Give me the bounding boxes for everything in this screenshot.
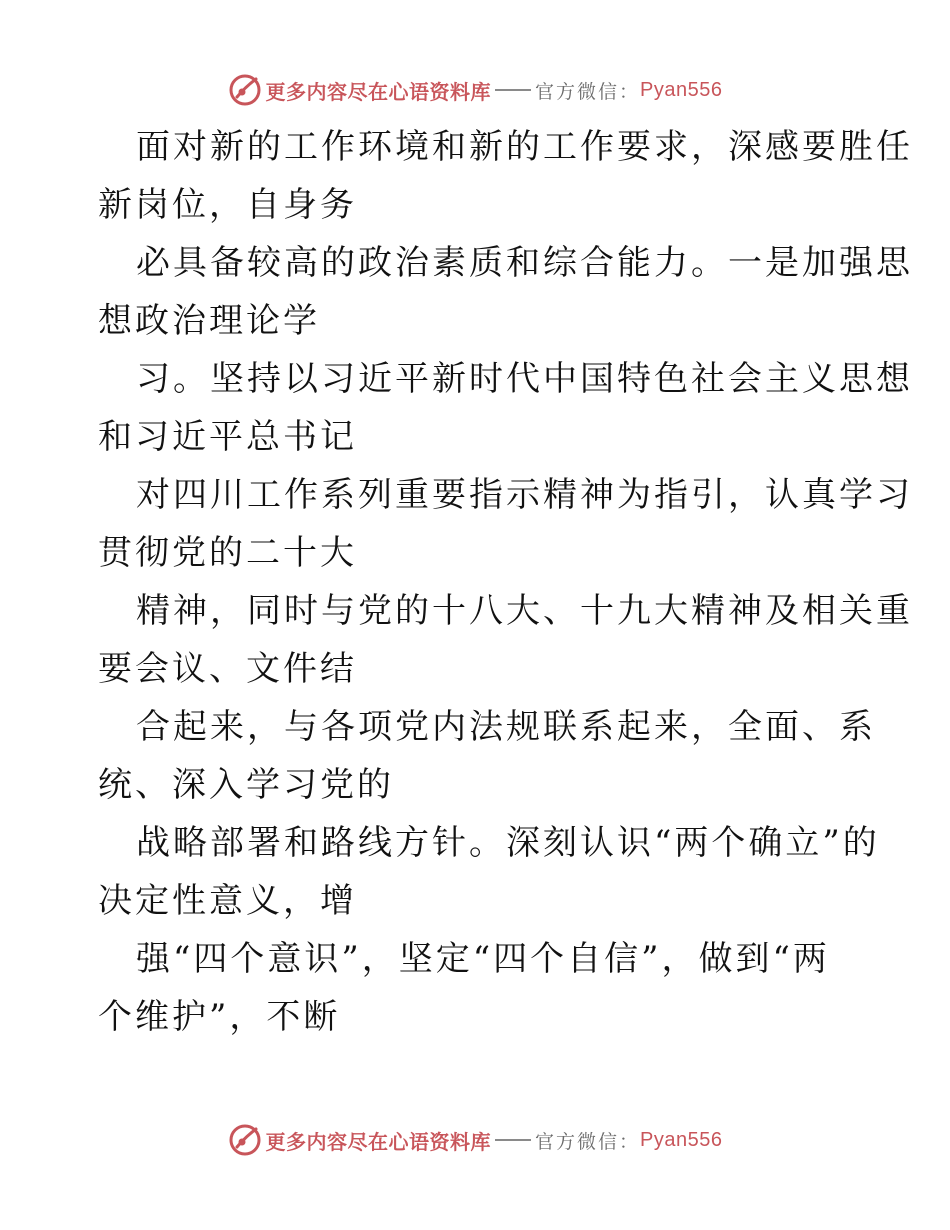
- body-line: 要会议、文件结: [98, 649, 357, 689]
- body-line: 想政治理论学: [98, 301, 320, 341]
- footer-banner-dash: [495, 1139, 531, 1141]
- header-banner: [0, 70, 950, 110]
- body-line: 必具备较高的政治素质和综合能力。一是加强思: [136, 243, 913, 283]
- body-line: 强“四个意识”，坚定“四个自信”，做到“两: [136, 939, 830, 979]
- body-line: 决定性意义，增: [98, 881, 357, 921]
- body-line: 对四川工作系列重要指示精神为指引，认真学习: [136, 475, 913, 515]
- header-banner-title: 更多内容尽在心语资料库: [265, 79, 491, 104]
- body-line: 精神，同时与党的十八大、十九大精神及相关重: [136, 591, 913, 631]
- brush-circle-logo-icon: [228, 1123, 262, 1157]
- footer-banner-wechat-id: Pyan556: [640, 1128, 723, 1151]
- header-banner-wechat-label: 官方微信：: [535, 80, 641, 103]
- footer-banner: [0, 1120, 950, 1160]
- brush-circle-logo-icon: [228, 73, 262, 107]
- body-line: 和习近平总书记: [98, 417, 357, 457]
- body-line: 新岗位，自身务: [98, 185, 357, 225]
- body-line: 面对新的工作环境和新的工作要求，深感要胜任: [136, 127, 913, 167]
- footer-banner-title: 更多内容尽在心语资料库: [265, 1129, 491, 1154]
- footer-banner-wechat-label: 官方微信：: [535, 1130, 641, 1153]
- body-line: 合起来，与各项党内法规联系起来，全面、系: [136, 707, 876, 747]
- document-body: [98, 118, 913, 1046]
- body-line: 战略部署和路线方针。深刻认识“两个确立”的: [136, 823, 880, 863]
- header-banner-wechat-id: Pyan556: [640, 78, 723, 101]
- body-line: 贯彻党的二十大: [98, 533, 357, 573]
- header-banner-dash: [495, 89, 531, 91]
- body-line: 统、深入学习党的: [98, 765, 394, 805]
- body-line: 个维护”，不断: [98, 997, 341, 1037]
- body-line: 习。坚持以习近平新时代中国特色社会主义思想: [136, 359, 913, 399]
